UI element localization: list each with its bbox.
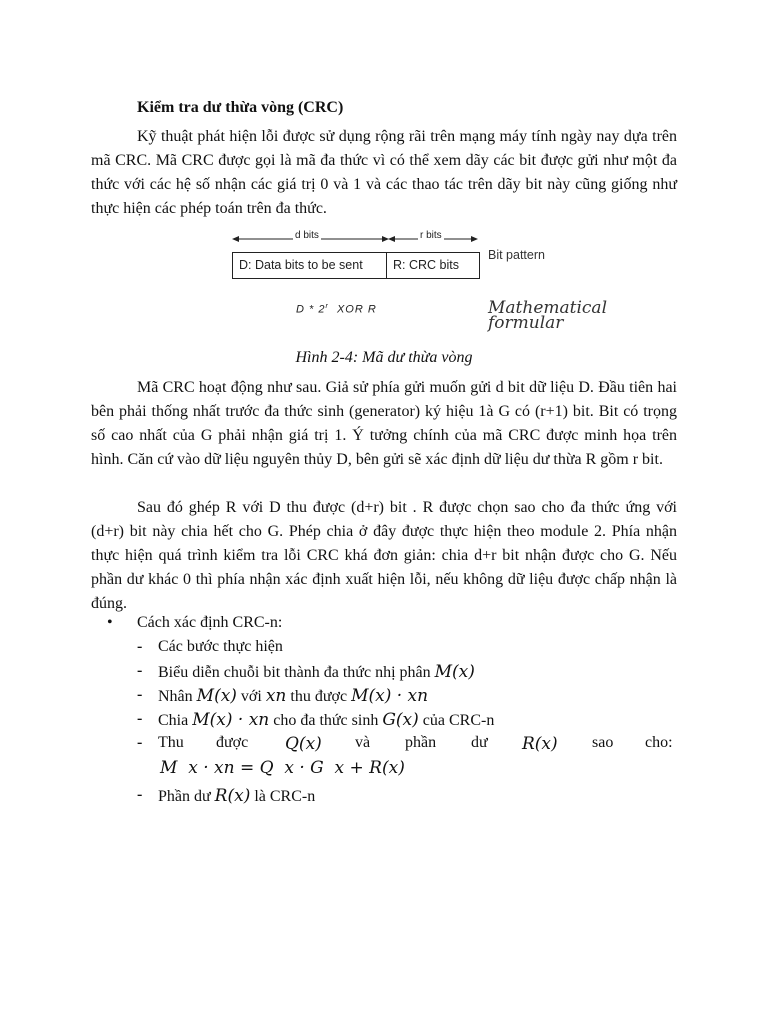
formula-base: D * 2	[296, 303, 326, 316]
crc-figure	[230, 228, 607, 338]
dash-icon: -	[137, 686, 143, 703]
paragraph-operation	[91, 376, 677, 472]
dash-icon: -	[137, 734, 143, 751]
dash-icon: -	[137, 786, 143, 803]
step-5-word-5: dư	[471, 734, 488, 751]
step-6-math: R(x)	[214, 786, 251, 806]
step-2-math: M(x)	[434, 662, 475, 682]
list-item-step-5	[0, 734, 768, 784]
step-2-text: Biểu diễn chuỗi bit thành đa thức nhị phân	[158, 664, 431, 681]
step-6-text-b: là CRC-n	[254, 788, 316, 805]
r-bits-label: r bits	[420, 230, 442, 241]
step-4-text-b: cho đa thức sinh	[273, 712, 379, 729]
step-3-line	[158, 686, 428, 706]
step-3-math-2: xn	[265, 686, 287, 706]
step-5-word-2: được	[216, 734, 249, 751]
step-4-line	[158, 710, 494, 730]
step-5-word-6: sao	[592, 734, 614, 751]
data-bits-box: D: Data bits to be sent	[233, 253, 387, 278]
step-3-text-a: Nhân	[158, 688, 193, 705]
bit-pattern-boxes	[232, 252, 480, 279]
paragraph-division	[91, 496, 677, 616]
bullet-text: Cách xác định CRC-n:	[137, 614, 283, 631]
step-3-math-1: M(x)	[196, 686, 237, 706]
step-5-math-1: Q(x)	[285, 734, 322, 754]
step-1-text: Các bước thực hiện	[158, 638, 283, 655]
step-5-math-2: R(x)	[522, 734, 558, 754]
bullet-icon: •	[107, 614, 113, 631]
step-4-text-a: Chia	[158, 712, 189, 729]
math-formula	[296, 303, 377, 316]
paragraph-operation-text: Mã CRC hoạt động như sau. Giả sử phía gửi muốn gửi d bit dữ liệu D. Đầu tiên hai bên phải thống nhất trước đa thức sinh (generator) ký hiệu 1à G có (r+1) bit. Bit có trọng số cao nhất của G phải nhận giá trị 1. Ý tưởng chính của mã CRC được minh họa trên hình. Căn cứ vào dữ liệu nguyên thủy D, bên gửi sẽ xác định dữ liệu dư thừa R gồm r bit.	[91, 379, 677, 468]
step-5-word-4: phần	[405, 734, 437, 751]
paragraph-intro-text: Kỹ thuật phát hiện lỗi được sử dụng rộng rãi trên mạng máy tính ngày nay dựa trên mã CRC. Mã CRC được gọi là mã đa thức vì có thể xem dãy các bit được gửi như một đa thức với các hệ số nhận các giá trị 0 và 1 và các thao tác trên dãy bit này cũng giống như thực hiện các phép toán trên đa thức.	[91, 128, 677, 217]
step-5-word-3: và	[355, 734, 371, 751]
paragraph-intro	[91, 125, 677, 221]
dash-icon: -	[137, 662, 143, 679]
dash-icon: -	[137, 638, 143, 655]
dash-icon: -	[137, 710, 143, 727]
step-2-line	[158, 662, 475, 682]
step-5-word-1: Thu	[158, 734, 184, 751]
paragraph-division-text: Sau đó ghép R với D thu được (d+r) bit . R được chọn sao cho đa thức ứng với (d+r) bit này chia hết cho G. Phép chia ở đây được thực hiện theo module 2. Phía nhận thực hiện quá trình kiểm tra lỗi CRC khá đơn giản: chia d+r bit nhận được cho G. Nếu phần dư khác 0 thì phía nhận xác định xuất hiện lỗi, nếu không dữ liệu được chấp nhận là đúng.	[91, 499, 677, 612]
step-3-text-b: với	[240, 688, 262, 705]
step-3-text-c: thu được	[290, 688, 348, 705]
figure-caption: Hình 2-4: Mã dư thừa vòng	[295, 349, 473, 366]
mathematical-formular-label: Mathematical formular	[488, 298, 607, 333]
section-heading: Kiểm tra dư thừa vòng (CRC)	[137, 99, 344, 116]
step-4-text-c: của CRC-n	[422, 712, 495, 729]
step-5-equation: M x · xn = Q x · G x + R(x)	[160, 758, 405, 778]
formula-rest: XOR R	[336, 303, 377, 316]
step-6-text-a: Phần dư	[158, 788, 211, 805]
d-bits-label: d bits	[295, 230, 319, 241]
dimension-arrows	[230, 230, 490, 250]
step-5-word-7: cho:	[645, 734, 673, 751]
crc-bits-box: R: CRC bits	[393, 258, 459, 272]
step-3-math-3: M(x) · xn	[351, 686, 429, 706]
step-4-math-2: G(x)	[382, 710, 419, 730]
bit-pattern-label: Bit pattern	[488, 248, 545, 262]
step-6-line	[158, 786, 315, 806]
step-4-math-1: M(x) · xn	[192, 710, 270, 730]
formula-exponent: r	[325, 303, 329, 310]
